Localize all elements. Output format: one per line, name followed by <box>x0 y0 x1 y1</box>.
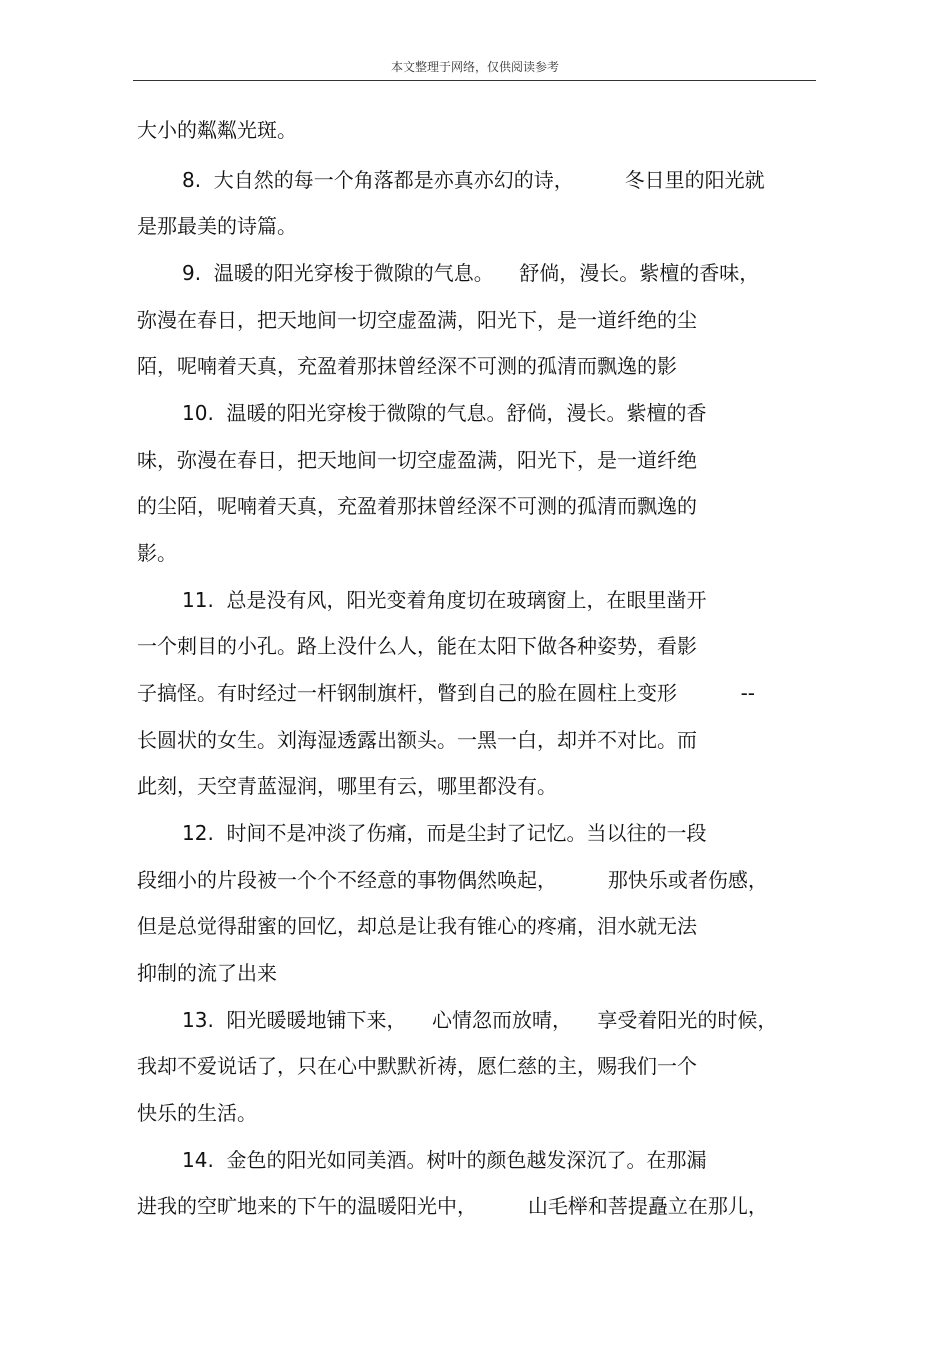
text-line: 影。 <box>137 541 177 565</box>
text-line: 进我的空旷地来的下午的温暖阳光中， 山毛榉和菩提矗立在那儿， <box>137 1194 768 1218</box>
text-line: 12. 时间不是冲淡了伤痛，而是尘封了记忆。当以往的一段 <box>182 821 707 845</box>
text-line: 11. 总是没有风，阳光变着角度切在玻璃窗上，在眼里凿开 <box>182 588 707 612</box>
text-line: 13. 阳光暖暖地铺下来， 心情忽而放晴， 享受着阳光的时候， <box>182 1008 778 1032</box>
text-line: 大小的粼粼光斑。 <box>137 118 297 142</box>
text-line: 14. 金色的阳光如同美酒。树叶的颜色越发深沉了。在那漏 <box>182 1148 707 1172</box>
text-line: 但是总觉得甜蜜的回忆，却总是让我有锥心的疼痛，泪水就无法 <box>137 914 697 938</box>
text-line: 的尘陌，呢喃着天真，充盈着那抹曾经深不可测的孤清而飘逸的 <box>137 494 697 518</box>
text-line: 长圆状的女生。刘海湿透露出额头。一黑一白，却并不对比。而 <box>137 728 697 752</box>
header-rule <box>133 80 816 81</box>
text-line: 段细小的片段被一个个不经意的事物偶然唤起， 那快乐或者伤感， <box>137 868 768 892</box>
page-header: 本文整理于网络，仅供阅读参考 <box>390 60 559 74</box>
text-line: 此刻，天空青蓝湿润，哪里有云，哪里都没有。 <box>137 774 557 798</box>
text-line: 一个刺目的小孔。路上没什么人，能在太阳下做各种姿势，看影 <box>137 634 697 658</box>
text-line: 我却不爱说话了，只在心中默默祈祷，愿仁慈的主，赐我们一个 <box>137 1054 697 1078</box>
text-line: 子搞怪。有时经过一杆钢制旗杆，瞥到自己的脸在圆柱上变形 -- <box>137 681 756 705</box>
text-line: 快乐的生活。 <box>137 1101 257 1125</box>
text-line: 9. 温暖的阳光穿梭于微隙的气息。 舒倘，漫长。紫檀的香味， <box>182 261 760 285</box>
text-line: 是那最美的诗篇。 <box>137 214 297 238</box>
text-line: 抑制的流了出来 <box>137 961 277 985</box>
text-line: 10. 温暖的阳光穿梭于微隙的气息。舒倘，漫长。紫檀的香 <box>182 401 707 425</box>
text-line: 8. 大自然的每一个角落都是亦真亦幻的诗， 冬日里的阳光就 <box>182 168 765 192</box>
text-line: 陌，呢喃着天真，充盈着那抹曾经深不可测的孤清而飘逸的影 <box>137 354 677 378</box>
text-line: 味，弥漫在春日，把天地间一切空虚盈满，阳光下，是一道纤绝 <box>137 448 697 472</box>
text-line: 弥漫在春日，把天地间一切空虚盈满，阳光下，是一道纤绝的尘 <box>137 308 697 332</box>
